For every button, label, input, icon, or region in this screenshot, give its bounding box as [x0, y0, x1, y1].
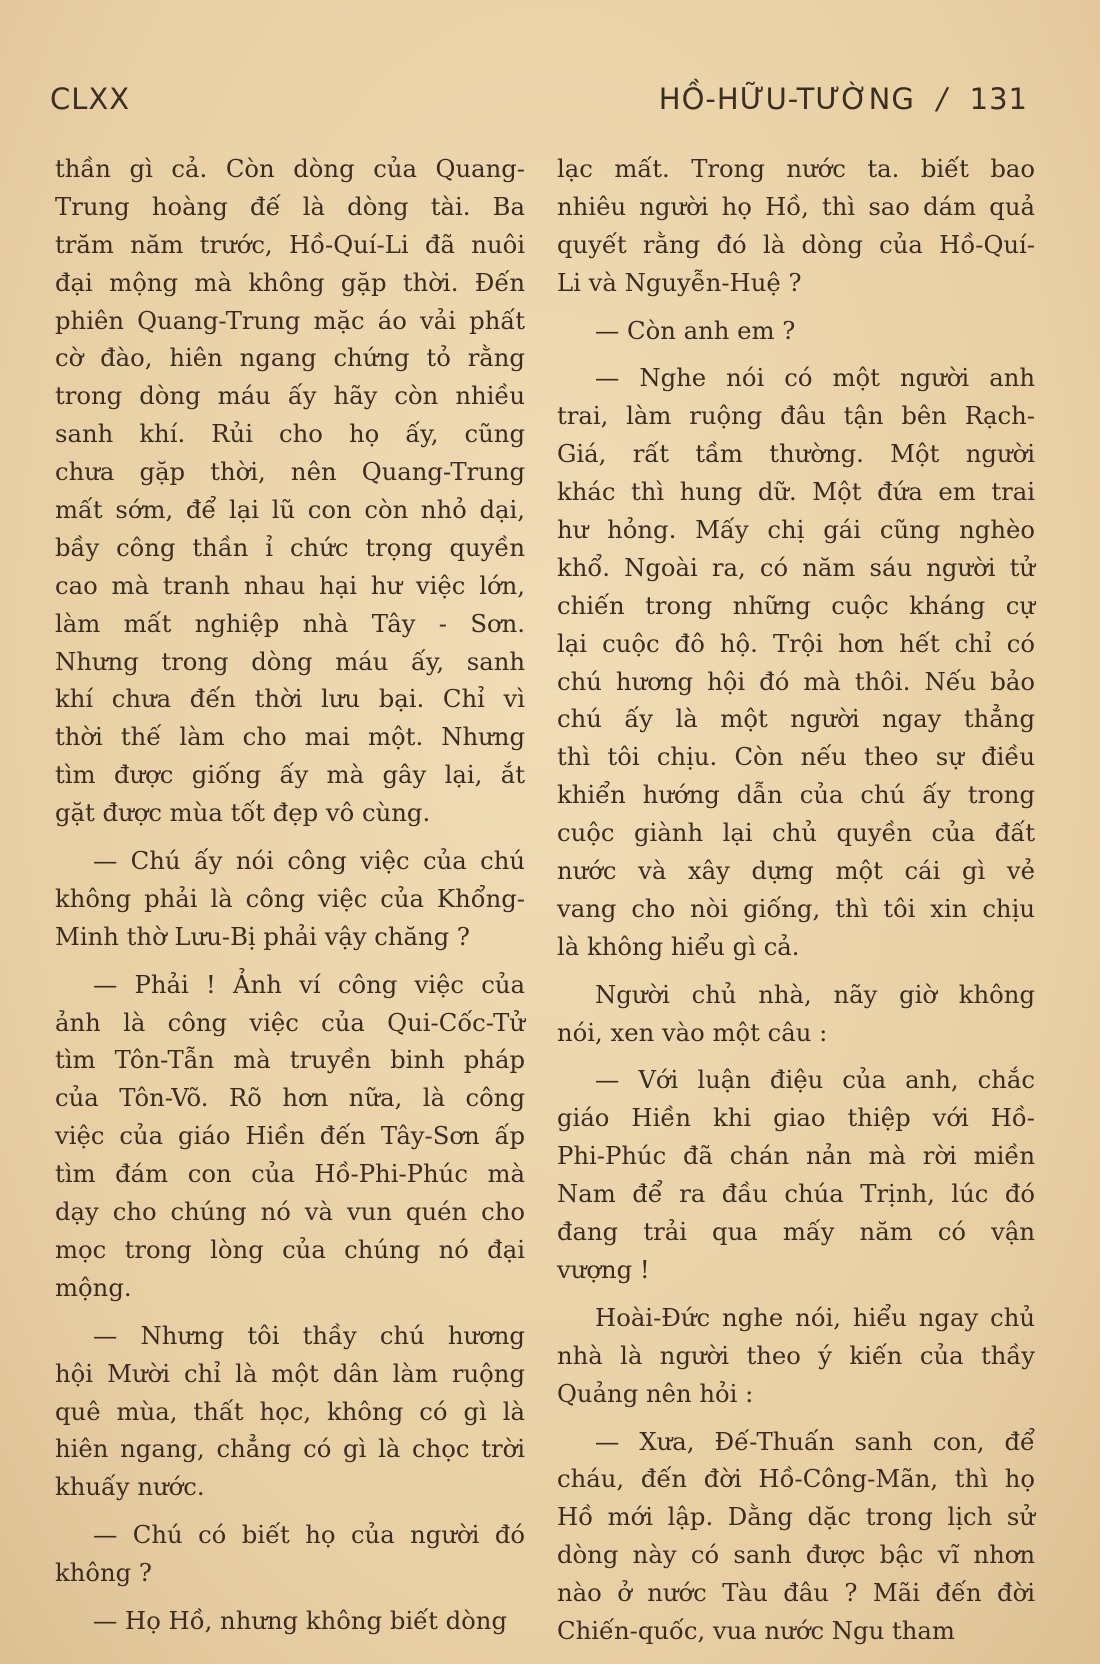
text-line: là không hiểu gì cả.: [557, 931, 800, 961]
paragraph: [55, 966, 525, 1307]
paragraph: [55, 1602, 525, 1640]
text-line: — Nhưng tôi thầy chú hương: [93, 1320, 525, 1350]
text-line: làm mất nghiệp nhà Tây - Sơn.: [55, 608, 525, 638]
text-line: đang trải qua mấy năm có vận: [557, 1217, 1035, 1247]
text-line: cuộc giành lại chủ quyền của đất: [557, 818, 1035, 848]
text-line: vang cho nòi giống, thì tôi xin chịu: [557, 893, 1035, 923]
left-column: [55, 150, 525, 1650]
header-right: [659, 82, 1028, 116]
text-line: — Với luận điệu của anh, chắc: [595, 1065, 1035, 1095]
text-line: vượng !: [557, 1254, 650, 1284]
text-line: — Chú có biết họ của người đó: [93, 1520, 525, 1550]
text-line: của Tôn-Võ. Rõ hơn nữa, là công: [55, 1083, 525, 1113]
text-line: — Phải ! Ảnh ví công việc của: [93, 969, 525, 999]
text-line: dòng này có sanh được bậc vĩ nhơn: [557, 1540, 1035, 1570]
paragraph: [55, 842, 525, 956]
text-line: mộng.: [55, 1272, 132, 1302]
text-line: Li và Nguyễn-Huệ ?: [557, 267, 802, 297]
text-line: Giá, rất tầm thường. Một người: [557, 439, 1035, 469]
text-line: phiên Quang-Trung mặc áo vải phất: [55, 305, 525, 335]
paragraph: [557, 359, 1035, 965]
text-line: mọc trong lòng của chúng nó đại: [55, 1234, 525, 1264]
text-line: trăm năm trước, Hồ-Quí-Li đã nuôi: [55, 229, 525, 259]
text-line: nhà là người theo ý kiến của thầy: [557, 1340, 1035, 1370]
text-line: Nam để ra đầu chúa Trịnh, lúc đó: [557, 1179, 1035, 1209]
text-line: nước và xây dựng một cái gì vẻ: [557, 856, 1035, 886]
text-line: khí chưa đến thời lưu bại. Chỉ vì: [55, 684, 525, 714]
text-line: đại mộng mà không gặp thời. Đến: [55, 267, 525, 297]
text-line: Minh thờ Lưu-Bị phải vậy chăng ?: [55, 921, 470, 951]
right-column: [557, 150, 1035, 1660]
text-line: Phi-Phúc đã chán nản mà rời miền: [557, 1141, 1035, 1171]
text-line: tìm Tôn-Tẫn mà truyền binh pháp: [55, 1045, 525, 1075]
paragraph: [557, 312, 1035, 350]
text-line: Hoài-Đức nghe nói, hiểu ngay chủ: [595, 1302, 1035, 1332]
text-line: nói, xen vào một câu :: [557, 1017, 828, 1047]
text-line: Người chủ nhà, nãy giờ không: [595, 979, 1035, 1009]
paragraph: [557, 1299, 1035, 1413]
text-line: khuấy nước.: [55, 1472, 205, 1502]
text-line: — Chú ấy nói công việc của chú: [93, 846, 525, 876]
text-line: bầy công thần ỉ chức trọng quyền: [55, 532, 525, 562]
text-line: tìm được giống ấy mà gây lại, ắt: [55, 760, 525, 790]
paragraph: [557, 150, 1035, 302]
text-line: chiến trong những cuộc kháng cự: [557, 590, 1035, 620]
running-header: [50, 82, 1028, 122]
text-line: không phải là công việc của Khổng-: [55, 883, 525, 913]
text-line: chú hương hội đó mà thôi. Nếu bảo: [557, 666, 1035, 696]
text-line: chưa gặp thời, nên Quang-Trung: [55, 457, 525, 487]
text-line: trai, làm ruộng đâu tận bên Rạch-: [557, 401, 1035, 431]
text-line: lạc mất. Trong nước ta. biết bao: [557, 154, 1035, 183]
text-line: chú ấy là một người ngay thẳng: [557, 704, 1035, 734]
text-line: — Còn anh em ?: [595, 315, 796, 345]
text-line: Hồ mới lập. Dằng dặc trong lịch sử: [557, 1502, 1035, 1532]
text-line: giáo Hiền khi giao thiệp với Hồ-: [557, 1103, 1035, 1133]
text-line: quyết rằng đó là dòng của Hồ-Quí-: [557, 229, 1035, 259]
text-line: mất sớm, để lại lũ con còn nhỏ dại,: [55, 495, 525, 525]
paragraph: [557, 976, 1035, 1052]
text-line: khiển hướng dẫn của chú ấy trong: [557, 780, 1035, 810]
text-line: khổ. Ngoài ra, có năm sáu người tử: [557, 552, 1035, 582]
author-name: HỒ-HỮU-TƯỜNG: [658, 82, 915, 116]
text-line: sanh khí. Rủi cho họ ấy, cũng: [55, 419, 525, 449]
paragraph: [55, 1317, 525, 1506]
text-line: — Xưa, Đế-Thuấn sanh con, để: [595, 1426, 1035, 1456]
text-line: cờ đào, hiên ngang chứng tỏ rằng: [55, 343, 525, 373]
text-line: — Nghe nói có một người anh: [595, 363, 1035, 393]
text-line: cháu, đến đời Hồ-Công-Mãn, thì họ: [557, 1464, 1035, 1494]
text-line: nào ở nước Tàu đâu ? Mãi đến đời: [557, 1578, 1035, 1608]
text-line: Nhưng trong dòng máu ấy, sanh: [55, 646, 525, 676]
text-line: quê mùa, thất học, không có gì là: [55, 1396, 525, 1426]
page-number: 131: [969, 82, 1028, 116]
text-line: Quảng nên hỏi :: [557, 1378, 754, 1408]
text-line: khác thì hung dữ. Một đứa em trai: [557, 477, 1035, 507]
text-line: hiên ngang, chẳng có gì là chọc trời: [55, 1434, 525, 1464]
header-separator: /: [936, 82, 948, 116]
text-line: nhiêu người họ Hồ, thì sao dám quả: [557, 191, 1035, 221]
text-line: việc của giáo Hiền đến Tây-Sơn ấp: [55, 1121, 525, 1151]
text-line: — Họ Hồ, nhưng không biết dòng: [93, 1605, 507, 1635]
paragraph: [557, 1061, 1035, 1288]
text-line: cao mà tranh nhau hại hư việc lớn,: [55, 570, 525, 600]
section-number: CLXX: [50, 82, 131, 116]
text-line: hội Mười chỉ là một dân làm ruộng: [55, 1358, 525, 1388]
text-line: thời thế làm cho mai một. Nhưng: [55, 722, 525, 752]
text-line: không ?: [55, 1558, 152, 1588]
text-line: lại cuộc đô hộ. Trội hơn hết chỉ có: [557, 628, 1035, 658]
text-line: hư hỏng. Mấy chị gái cũng nghèo: [557, 515, 1035, 545]
paragraph: [557, 1423, 1035, 1650]
text-line: dạy cho chúng nó và vun quén cho: [55, 1197, 525, 1227]
text-line: tìm đám con của Hồ-Phi-Phúc mà: [55, 1159, 525, 1189]
text-line: thần gì cả. Còn dòng của Quang-: [55, 154, 525, 183]
text-line: thì tôi chịu. Còn nếu theo sự điều: [557, 742, 1035, 772]
paragraph: [55, 150, 525, 832]
paragraph: [55, 1516, 525, 1592]
text-line: ảnh là công việc của Qui-Cốc-Tử: [55, 1007, 525, 1037]
text-line: Trung hoàng đế là dòng tài. Ba: [55, 191, 525, 221]
text-line: Chiến-quốc, vua nước Ngu tham: [557, 1615, 955, 1645]
text-line: trong dòng máu ấy hãy còn nhiều: [55, 381, 525, 411]
text-line: gặt được mùa tốt đẹp vô cùng.: [55, 798, 431, 828]
